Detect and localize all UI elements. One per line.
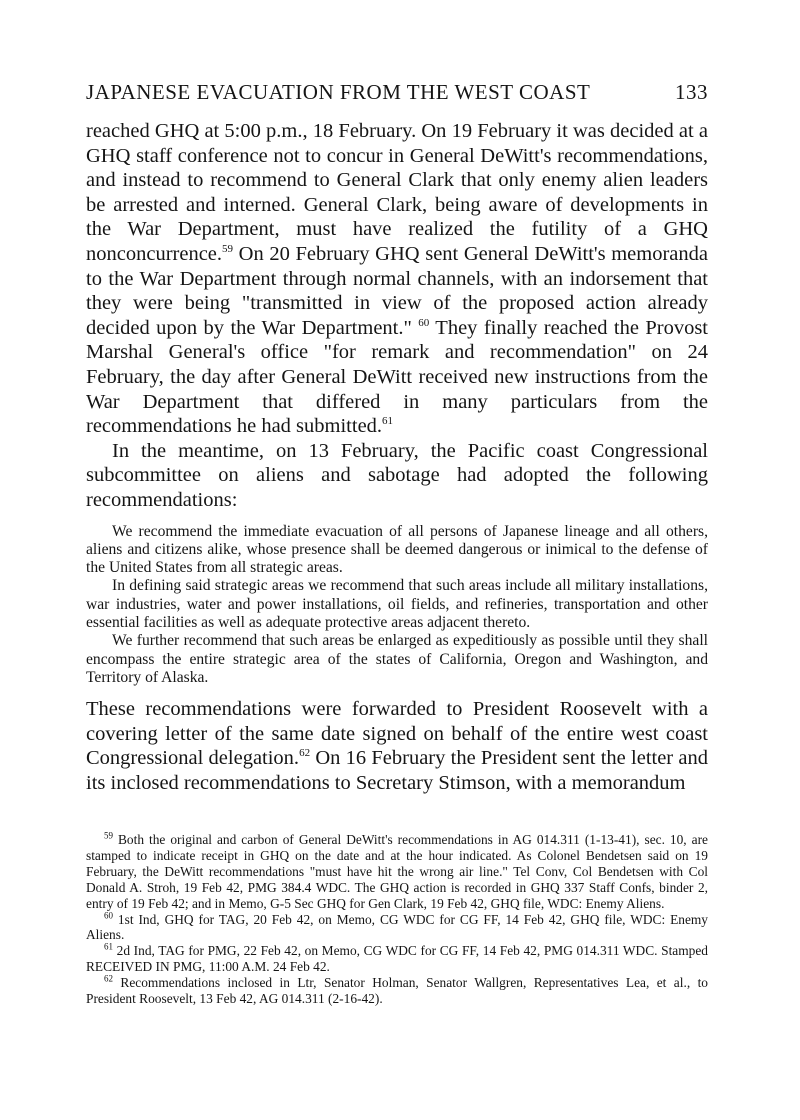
block-quote — [86, 523, 708, 688]
page-number: 133 — [675, 80, 708, 104]
paragraph-1 — [86, 119, 708, 439]
footnote-ref-61: 61 — [382, 415, 394, 428]
footnote-ref-62: 62 — [299, 747, 311, 760]
footnote-62 — [86, 975, 708, 1007]
footnote-ref-60: 60 — [418, 316, 430, 329]
paragraph-3 — [86, 697, 708, 795]
paragraph-1-part-b: On 20 February GHQ sent General DeWitt's memoranda to the War Department through normal channels, with an indorsement that they were being "transmitted in view of the proposed action already decided upon by the War Department." — [86, 242, 708, 339]
footnote-mark: 61 — [104, 941, 113, 952]
main-text — [86, 119, 708, 796]
quote-paragraph-2: In defining said strategic areas we recommend that such areas include all military installations, war industries, water and power installations, oil fields, and refineries, transportation and other essential facilities as well as adequate protective areas adjacent thereto. — [86, 577, 708, 631]
footnote-59 — [86, 832, 708, 912]
paragraph-1-part-c: They finally reached the Provost Marshal General's office "for remark and recommendation" on 24 February, the day after General DeWitt received new instructions from the War Department that differed in many particulars from the recommendations he had submitted. — [86, 316, 708, 438]
footnote-ref-59: 59 — [222, 243, 234, 256]
footnote-text: 1st Ind, GHQ for TAG, 20 Feb 42, on Memo, CG WDC for CG FF, 14 Feb 42, GHQ file, WDC: Enemy Aliens. — [86, 911, 708, 943]
footnote-60 — [86, 912, 708, 944]
footnotes — [86, 832, 708, 1007]
paragraph-1-part-a: reached GHQ at 5:00 p.m., 18 February. On 19 February it was decided at a GHQ staff conference not to concur in General DeWitt's recommendations, and instead to recommend to General Clark that only enemy alien leaders be arrested and interned. General Clark, being aware of developments in the War Department, must have realized the futility of a GHQ nonconcurrence. — [86, 120, 708, 265]
running-head — [86, 80, 708, 105]
footnote-mark: 59 — [104, 830, 113, 841]
paragraph-2: In the meantime, on 13 February, the Pacific coast Congressional subcommittee on aliens and sabotage had adopted the following recommendations: — [86, 439, 708, 511]
quote-paragraph-1: We recommend the immediate evacuation of all persons of Japanese lineage and all others, aliens and citizens alike, whose presence shall be deemed dangerous or inimical to the defense of the United States from all strategic areas. — [86, 522, 708, 577]
footnote-text: Both the original and carbon of General DeWitt's recommendations in AG 014.311 (1-13-41), sec. 10, are stamped to indicate receipt in GHQ on the date and at the hour indicated. As Colonel Bendetsen said on 19 February, the DeWitt recommendations "must have hit the wrong air line." Tel Conv, Col Bendetsen with Col Donald A. Stroh, 19 Feb 42, PMG 384.4 WDC. The GHQ action is recorded in GHQ 337 Staff Confs, binder 2, entry of 19 Feb 42; and in Memo, G-5 Sec GHQ for Gen Clark, 19 Feb 42, GHQ file, WDC: Enemy Aliens. — [86, 832, 708, 911]
book-page — [86, 80, 708, 1007]
running-title: JAPANESE EVACUATION FROM THE WEST COAST — [86, 80, 591, 104]
footnote-text: 2d Ind, TAG for PMG, 22 Feb 42, on Memo, CG WDC for CG FF, 14 Feb 42, PMG 014.311 WDC. Stamped RECEIVED IN PMG, 11:00 A.M. 24 Feb 42. — [86, 943, 708, 975]
footnote-text: Recommendations inclosed in Ltr, Senator Holman, Senator Wallgren, Representatives Lea, et al., to President Roosevelt, 13 Feb 42, AG 014.311 (2-16-42). — [86, 975, 708, 1007]
paragraph-3-part-b: On 16 February the President sent the letter and its inclosed recommendations to Secretary Stimson, with a memorandum — [86, 747, 708, 794]
footnote-mark: 60 — [104, 910, 113, 921]
quote-paragraph-3: We further recommend that such areas be enlarged as expeditiously as possible until they shall encompass the entire strategic area of the states of California, Oregon and Washington, and Territory of Alaska. — [86, 632, 708, 686]
footnote-61 — [86, 943, 708, 975]
paragraph-3-part-a: These recommendations were forwarded to President Roosevelt with a covering letter of the same date signed on behalf of the entire west coast Congressional delegation. — [86, 698, 708, 770]
footnote-mark: 62 — [104, 973, 113, 984]
